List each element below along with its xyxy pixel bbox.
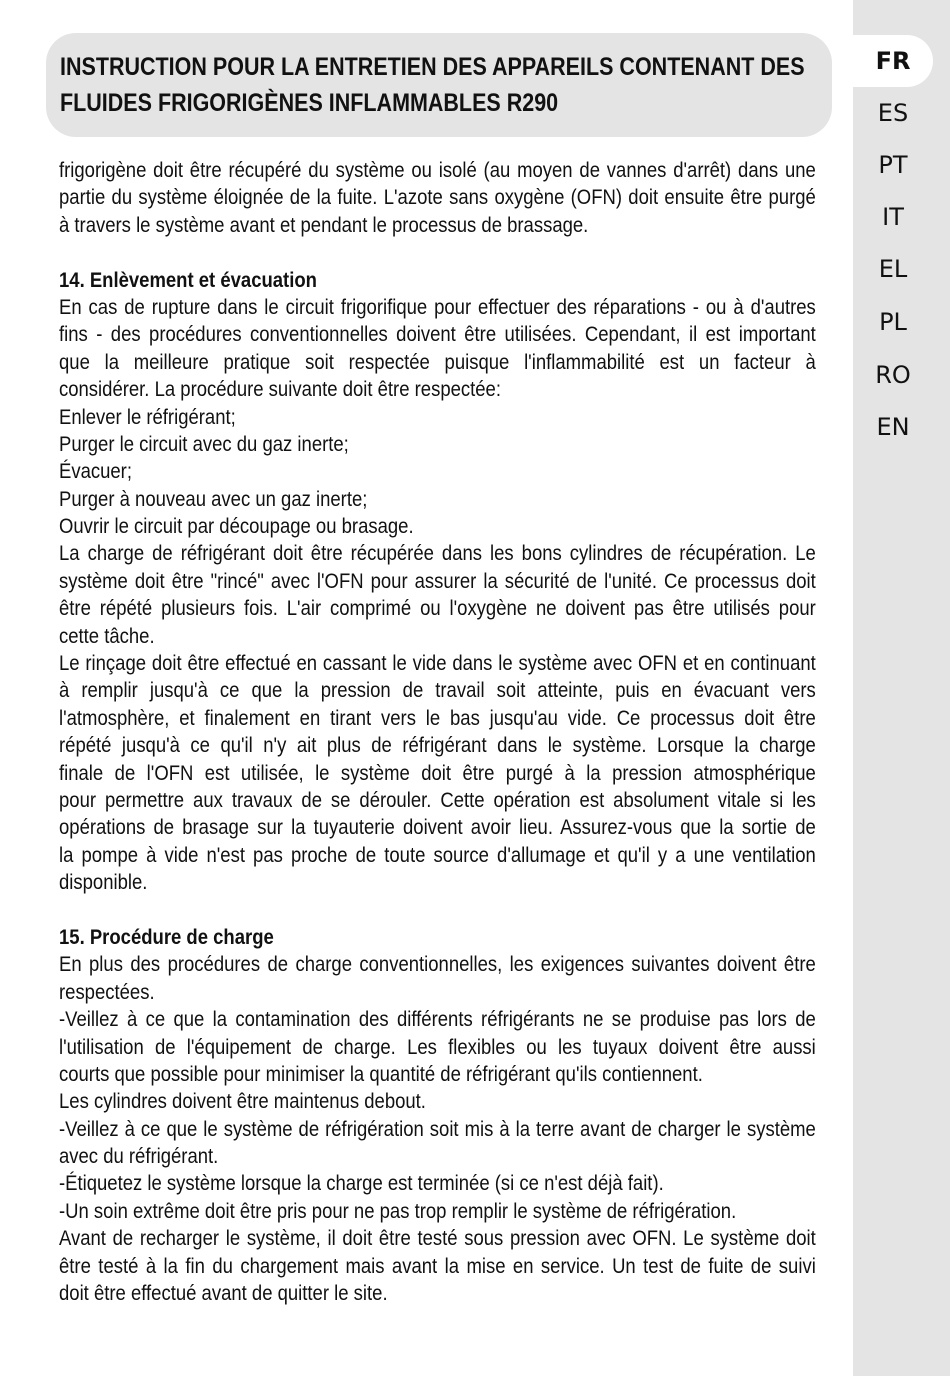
section-14-line: pour permettre aux travaux de se dérouler. Cette opération est absolument vitale si les — [59, 787, 816, 812]
intro-line: partie du système éloignée de la fuite. L'azote sans oxygène (OFN) doit ensuite être purgé — [59, 185, 816, 210]
section-15-heading: 15. Procédure de charge — [59, 924, 274, 949]
section-15-line: Avant de recharger le système, il doit être testé sous pression avec OFN. Le système doit — [59, 1226, 816, 1251]
section-14-line: être répété plusieurs fois. L'air comprimé ou l'oxygène ne doivent pas être utilisés pour — [59, 596, 816, 621]
language-tab-el[interactable]: EL — [878, 255, 908, 283]
section-14-line: Purger à nouveau avec un gaz inerte; — [59, 486, 368, 511]
section-15-line: doit être effectué avant de quitter le site. — [59, 1281, 388, 1306]
section-14-line: la pompe à vide n'est pas proche de toute source d'allumage et qu'il y a une ventilation — [59, 842, 816, 867]
section-14-line: Purger le circuit avec du gaz inerte; — [59, 431, 349, 456]
section-15-line: respectées. — [59, 979, 155, 1004]
section-15-line: -Un soin extrême doit être pris pour ne pas trop remplir le système de réfrigération. — [59, 1198, 737, 1223]
section-15-line: Les cylindres doivent être maintenus debout. — [59, 1089, 426, 1114]
section-14-line: En cas de rupture dans le circuit frigorifique pour effectuer des réparations - ou à d'autres — [59, 294, 816, 319]
section-15-line: être testé à la fin du chargement mais avant la mise en service. Un test de fuite de suivi — [59, 1253, 816, 1278]
section-15-line: En plus des procédures de charge conventionnelles, les exigences suivantes doivent être — [59, 952, 816, 977]
page-header — [46, 33, 832, 137]
section-15-line: -Veillez à ce que la contamination des différents réfrigérants ne se produise pas lors de — [59, 1007, 816, 1032]
language-tab-pt[interactable]: PT — [878, 151, 908, 179]
section-14-line: Enlever le réfrigérant; — [59, 404, 236, 429]
section-15-line: avec du réfrigérant. — [59, 1144, 219, 1169]
section-14-line: opérations de brasage sur la tuyauterie doivent avoir lieu. Assurez-vous que la sortie de — [59, 815, 816, 840]
section-14-line: à remplir jusqu'à ce que la pression de travail soit atteinte, puis en évacuant vers — [59, 678, 816, 703]
document-body — [59, 157, 816, 1307]
section-14-line: Ouvrir le circuit par découpage ou brasage. — [59, 514, 414, 539]
language-tab-ro[interactable]: RO — [875, 361, 911, 389]
section-15-body — [59, 951, 816, 1307]
language-tab-fr[interactable]: FR — [853, 35, 933, 87]
page-title-line-2: FLUIDES FRIGORIGÈNES INFLAMMABLES R290 — [60, 89, 559, 117]
section-14-line: finale de l'OFN est utilisée, le système doit être purgé à la pression atmosphérique — [59, 760, 816, 785]
intro-paragraph — [59, 157, 816, 239]
intro-line: frigorigène doit être récupéré du système ou isolé (au moyen de vannes d'arrêt) dans une — [59, 158, 816, 182]
section-15-line: l'utilisation de l'équipement de charge. Les flexibles ou les tuyaux doivent être aussi — [59, 1034, 816, 1059]
section-15-line: -Veillez à ce que le système de réfrigération soit mis à la terre avant de charger le système — [59, 1116, 816, 1141]
section-14-line: considérer. La procédure suivante doit être respectée: — [59, 377, 501, 402]
intro-line: à travers le système avant et pendant le processus de brassage. — [59, 212, 589, 237]
section-14-line: système doit être "rincé" avec l'OFN pour assurer la sécurité de l'unité. Ce processus doit — [59, 568, 816, 593]
page-title-line-1: INSTRUCTION POUR LA ENTRETIEN DES APPAREILS CONTENANT DES — [60, 53, 805, 81]
page-title — [60, 49, 805, 121]
section-14-line: disponible. — [59, 870, 148, 895]
section-14-heading: 14. Enlèvement et évacuation — [59, 267, 317, 292]
language-tab-es[interactable]: ES — [877, 99, 909, 127]
section-14-line: fins - des procédures conventionnelles doivent être utilisées. Cependant, il est important — [59, 322, 816, 347]
language-tab-pl[interactable]: PL — [879, 308, 907, 336]
language-tab-en[interactable]: EN — [876, 413, 910, 441]
language-tab-it[interactable]: IT — [882, 203, 904, 231]
section-14-line: Évacuer; — [59, 459, 132, 484]
section-14-line: l'atmosphère, et finalement en tirant vers le bas jusqu'au vide. Ce processus doit être — [59, 705, 816, 730]
section-14-line: cette tâche. — [59, 623, 155, 648]
section-14-body — [59, 294, 816, 897]
section-14-line: que la meilleure pratique soit respectée puisque l'inflammabilité est un facteur à — [59, 349, 816, 374]
section-15-line: courts que possible pour minimiser la quantité de réfrigérant qu'ils contiennent. — [59, 1061, 703, 1086]
section-14-line: Le rinçage doit être effectué en cassant le vide dans le système avec OFN et en continuant — [59, 651, 816, 676]
section-15-line: -Étiquetez le système lorsque la charge est terminée (si ce n'est déjà fait). — [59, 1171, 664, 1196]
section-14-line: La charge de réfrigérant doit être récupérée dans les bons cylindres de récupération. Le — [59, 541, 816, 566]
section-14-line: répété jusqu'à ce qu'il n'y ait plus de réfrigérant dans le système. Lorsque la charge — [59, 733, 816, 758]
